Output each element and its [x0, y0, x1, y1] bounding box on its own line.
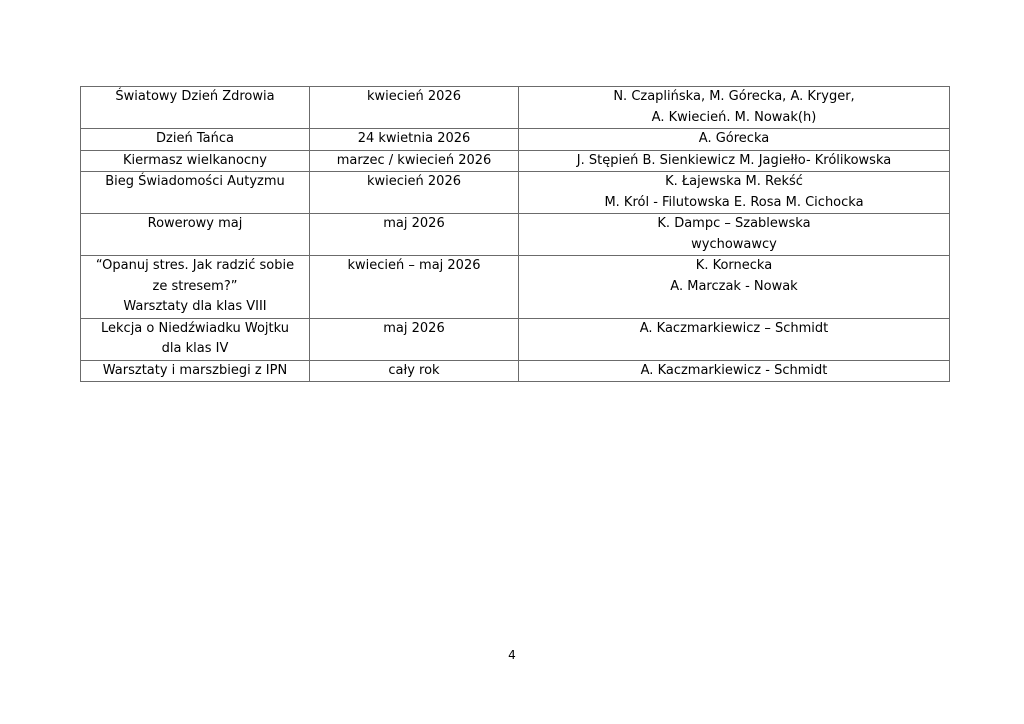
table-row — [81, 256, 950, 319]
date-line: kwiecień 2026 — [367, 89, 461, 104]
event-line: Lekcja o Niedźwiadku Wojtku — [101, 320, 289, 336]
responsible-cell — [519, 256, 950, 319]
responsible-line: K. Kornecka — [695, 258, 773, 273]
event-cell — [81, 318, 310, 360]
table-row — [81, 318, 950, 360]
date-line: kwiecień – maj 2026 — [347, 258, 481, 273]
table-row — [81, 87, 950, 129]
responsible-cell — [519, 129, 950, 151]
table-row — [81, 172, 950, 214]
table-row — [81, 360, 950, 382]
date-line: maj 2026 — [383, 216, 445, 231]
date-cell — [310, 256, 519, 319]
responsible-line: M. Król - Filutowska E. Rosa M. Cichocka — [604, 194, 864, 210]
event-line: Kiermasz wielkanocny — [122, 152, 267, 168]
event-line: dla klas IV — [161, 341, 229, 356]
date-line: marzec / kwiecień 2026 — [336, 152, 492, 168]
event-line: Bieg Świadomości Autyzmu — [105, 174, 285, 189]
event-line: Światowy Dzień Zdrowia — [115, 89, 275, 104]
date-cell — [310, 172, 519, 214]
event-line: Warsztaty i marszbiegi z IPN — [102, 362, 288, 378]
responsible-line: A. Kaczmarkiewicz - Schmidt — [640, 362, 828, 378]
date-cell — [310, 360, 519, 382]
responsible-line: J. Stępień B. Sienkiewicz M. Jagiełło- Królikowska — [576, 152, 892, 168]
date-cell — [310, 129, 519, 151]
responsible-line: wychowawcy — [691, 236, 777, 252]
event-cell — [81, 214, 310, 256]
date-cell — [310, 150, 519, 172]
event-cell — [81, 87, 310, 129]
event-cell — [81, 172, 310, 214]
event-line: Dzień Tańca — [156, 131, 234, 146]
page-number: 4 — [508, 648, 516, 662]
responsible-line: A. Marczak - Nowak — [670, 278, 798, 294]
responsible-line: A. Kwiecień. M. Nowak(h) — [651, 109, 817, 125]
responsible-cell — [519, 318, 950, 360]
event-cell — [81, 360, 310, 382]
table-row — [81, 129, 950, 151]
responsible-cell — [519, 87, 950, 129]
responsible-cell — [519, 172, 950, 214]
event-cell — [81, 150, 310, 172]
date-cell — [310, 214, 519, 256]
date-line: kwiecień 2026 — [367, 174, 461, 189]
responsible-cell — [519, 214, 950, 256]
date-line: maj 2026 — [383, 320, 445, 336]
responsible-cell — [519, 360, 950, 382]
date-cell — [310, 318, 519, 360]
event-cell — [81, 256, 310, 319]
event-line: Warsztaty dla klas VIII — [123, 299, 267, 314]
responsible-line: A. Kaczmarkiewicz – Schmidt — [639, 320, 829, 336]
table-row — [81, 214, 950, 256]
responsible-line: A. Górecka — [698, 131, 770, 146]
event-line: “Opanuj stres. Jak radzić sobie — [95, 258, 295, 273]
date-line: cały rok — [388, 362, 440, 378]
date-line: 24 kwietnia 2026 — [357, 131, 471, 146]
table-row — [81, 150, 950, 172]
responsible-line: K. Łajewska M. Rekść — [665, 174, 803, 189]
date-cell — [310, 87, 519, 129]
responsible-cell — [519, 150, 950, 172]
event-line: Rowerowy maj — [147, 216, 243, 231]
events-table — [80, 86, 950, 382]
responsible-line: K. Dampc – Szablewska — [657, 216, 811, 231]
event-line: ze stresem?” — [152, 278, 238, 294]
event-cell — [81, 129, 310, 151]
responsible-line: N. Czaplińska, M. Górecka, A. Kryger, — [613, 89, 855, 104]
